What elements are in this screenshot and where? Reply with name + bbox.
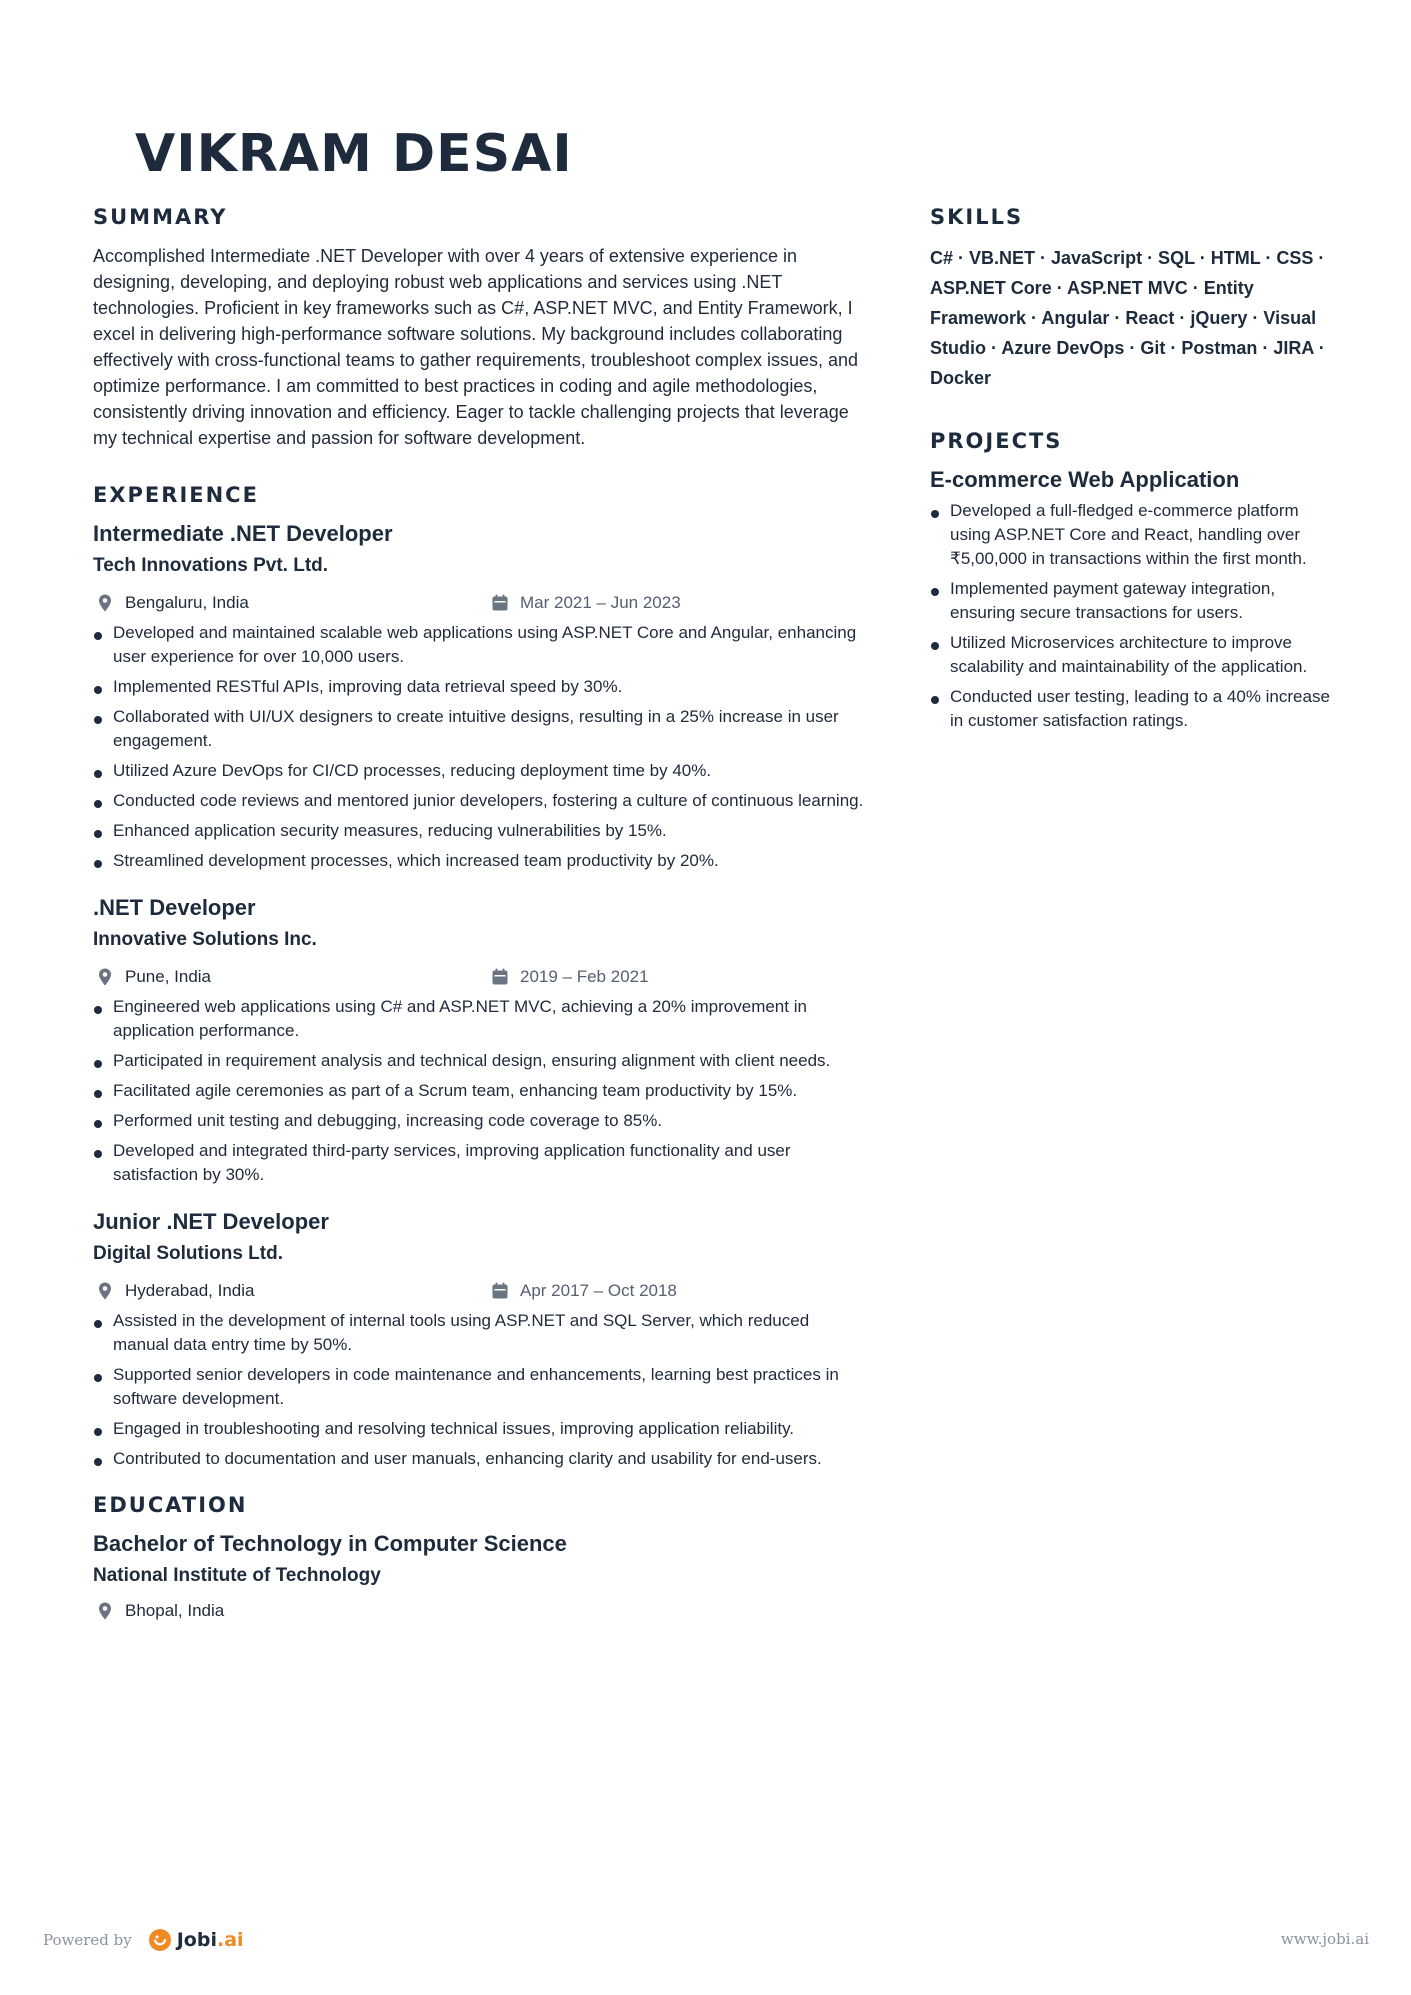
bullet-item: Streamlined development processes, which increased team productivity by 20%. — [93, 849, 868, 873]
job-bullets — [93, 621, 868, 873]
skills-heading: SKILLS — [930, 205, 1024, 229]
bullet-item: Enhanced application security measures, reducing vulnerabilities by 15%. — [93, 819, 868, 843]
job-title: .NET Developer — [93, 895, 256, 920]
calendar-icon — [490, 967, 510, 987]
bullet-item: Contributed to documentation and user manuals, enhancing clarity and usability for end-users. — [93, 1447, 868, 1471]
bullet-item: Facilitated agile ceremonies as part of a Scrum team, enhancing team productivity by 15%. — [93, 1079, 868, 1103]
education-heading: EDUCATION — [93, 1493, 248, 1517]
job-company: Tech Innovations Pvt. Ltd. — [93, 555, 329, 576]
projects-section — [930, 429, 1330, 733]
bullet-item: Collaborated with UI/UX designers to create intuitive designs, resulting in a 25% increase in user engagement. — [93, 705, 868, 753]
summary-heading: SUMMARY — [93, 205, 228, 229]
bullet-item: Assisted in the development of internal tools using ASP.NET and SQL Server, which reduced manual data entry time by 50%. — [93, 1309, 868, 1357]
job-location — [93, 967, 488, 987]
job-title: Intermediate .NET Developer — [93, 521, 393, 546]
bullet-item: Developed and maintained scalable web applications using ASP.NET Core and Angular, enhancing user experience for over 10,000 users. — [93, 621, 868, 669]
job-meta — [93, 967, 868, 987]
calendar-icon — [490, 593, 510, 613]
job-location-text: Bengaluru, India — [125, 593, 249, 612]
job-location — [93, 593, 488, 613]
map-pin-icon — [95, 1601, 115, 1621]
job-dates-text: 2019 – Feb 2021 — [520, 967, 649, 986]
job-title: Junior .NET Developer — [93, 1209, 329, 1234]
powered-by-label: Powered by — [43, 1931, 132, 1949]
brand-name: Jobi — [176, 1929, 217, 1951]
bullet-item: Developed a full-fledged e-commerce platform using ASP.NET Core and React, handling over ₹5,00,000 in transactions within the first month. — [930, 499, 1330, 571]
bullet-item: Utilized Microservices architecture to improve scalability and maintainability of the application. — [930, 631, 1330, 679]
map-pin-icon — [95, 967, 115, 987]
education-section — [93, 1493, 868, 1621]
projects-heading: PROJECTS — [930, 429, 1063, 453]
bullet-item: Engaged in troubleshooting and resolving technical issues, improving application reliability. — [93, 1417, 868, 1441]
job-bullets — [93, 1309, 868, 1471]
experience-section — [93, 483, 868, 1471]
education-school: National Institute of Technology — [93, 1565, 381, 1586]
website-link[interactable]: www.jobi.ai — [1280, 1930, 1369, 1948]
bullet-item: Implemented RESTful APIs, improving data retrieval speed by 30%. — [93, 675, 868, 699]
education-degree: Bachelor of Technology in Computer Science — [93, 1531, 567, 1556]
candidate-name: VIKRAM DESAI — [135, 124, 573, 184]
bullet-item: Conducted code reviews and mentored junior developers, fostering a culture of continuous learning. — [93, 789, 868, 813]
bullet-item: Supported senior developers in code maintenance and enhancements, learning best practices in software development. — [93, 1363, 868, 1411]
job-entry — [93, 521, 868, 873]
summary-text: Accomplished Intermediate .NET Developer with over 4 years of extensive experience in designing, developing, and deploying robust web applications and services using .NET technologies. Proficient in key frameworks such as C#, ASP.NET MVC, and Entity Framework, I excel in delivering high-performance software solutions. My background includes collaborating effectively with cross-functional teams to gather requirements, troubleshoot complex issues, and optimize performance. I am committed to best practices in coding and agile methodologies, consistently driving innovation and efficiency. Eager to tackle challenging projects that leverage my technical expertise and passion for software development. — [93, 246, 859, 448]
job-location — [93, 1281, 488, 1301]
experience-heading: EXPERIENCE — [93, 483, 259, 507]
education-meta — [93, 1601, 868, 1621]
left-column — [93, 205, 868, 1629]
job-meta — [93, 1281, 868, 1301]
bullet-item: Utilized Azure DevOps for CI/CD processes, reducing deployment time by 40%. — [93, 759, 868, 783]
calendar-icon — [490, 1281, 510, 1301]
jobi-logo-icon — [148, 1928, 172, 1952]
skills-list: C# · VB.NET · JavaScript · SQL · HTML · CSS · ASP.NET Core · ASP.NET MVC · Entity Framework · Angular · React · jQuery · Visual Studio · Azure DevOps · Git · Postman · JIRA · Docker — [930, 248, 1325, 388]
job-location-text: Hyderabad, India — [125, 1281, 255, 1300]
education-location — [93, 1601, 488, 1621]
job-dates-text: Mar 2021 – Jun 2023 — [520, 593, 681, 612]
job-dates — [488, 967, 649, 987]
job-bullets — [93, 995, 868, 1187]
map-pin-icon — [95, 593, 115, 613]
job-location-text: Pune, India — [125, 967, 212, 986]
job-entry — [93, 1209, 868, 1471]
project-title: E-commerce Web Application — [930, 467, 1240, 492]
powered-by-footer — [43, 1928, 244, 1952]
job-dates — [488, 593, 681, 613]
job-dates-text: Apr 2017 – Oct 2018 — [520, 1281, 677, 1300]
job-company: Innovative Solutions Inc. — [93, 929, 317, 950]
right-column — [930, 205, 1330, 739]
skills-section — [930, 205, 1330, 393]
map-pin-icon — [95, 1281, 115, 1301]
bullet-item: Performed unit testing and debugging, increasing code coverage to 85%. — [93, 1109, 868, 1133]
bullet-item: Developed and integrated third-party services, improving application functionality and user satisfaction by 30%. — [93, 1139, 868, 1187]
brand-suffix: .ai — [216, 1929, 244, 1951]
job-meta — [93, 593, 868, 613]
job-company: Digital Solutions Ltd. — [93, 1243, 283, 1264]
job-entry — [93, 895, 868, 1187]
education-location-text: Bhopal, India — [125, 1601, 225, 1620]
project-bullets — [930, 499, 1330, 733]
bullet-item: Engineered web applications using C# and ASP.NET MVC, achieving a 20% improvement in application performance. — [93, 995, 868, 1043]
bullet-item: Participated in requirement analysis and technical design, ensuring alignment with client needs. — [93, 1049, 868, 1073]
bullet-item: Implemented payment gateway integration, ensuring secure transactions for users. — [930, 577, 1330, 625]
summary-section — [93, 205, 868, 451]
job-dates — [488, 1281, 677, 1301]
bullet-item: Conducted user testing, leading to a 40% increase in customer satisfaction ratings. — [930, 685, 1330, 733]
